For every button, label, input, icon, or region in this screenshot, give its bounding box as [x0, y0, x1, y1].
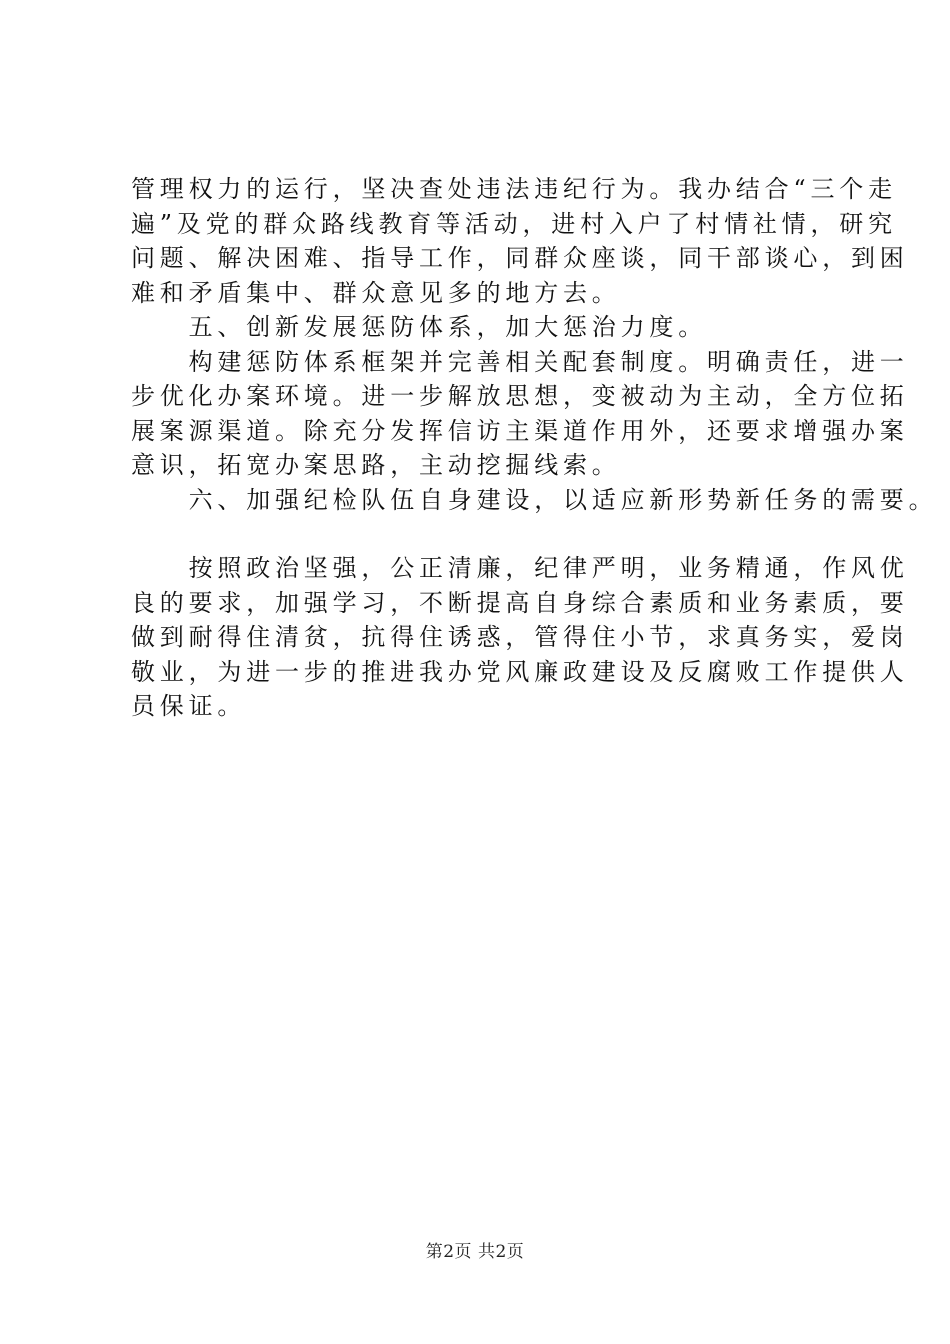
paragraph-supervision: [131, 172, 909, 310]
page-number-footer: 第2页 共2页: [425, 1242, 525, 1262]
text-line: 意识，拓宽办案思路，主动挖掘线索。: [131, 451, 621, 479]
paragraph-prevention-system: [131, 345, 909, 483]
heading-line: 五、创新发展惩防体系，加大惩治力度。: [131, 313, 707, 341]
text-line: 问题、解决困难、指导工作，同群众座谈，同干部谈心，到困: [131, 244, 909, 272]
section-heading-six: [131, 483, 938, 518]
text-line: 做到耐得住清贫，抗得住诱惑，管得住小节，求真务实，爱岗: [131, 623, 909, 651]
text-line: 展案源渠道。除充分发挥信访主渠道作用外，还要求增强办案: [131, 416, 909, 445]
text-line: 敬业，为进一步的推进我办党风廉政建设及反腐败工作提供人: [131, 657, 909, 686]
heading-line: 六、加强纪检队伍自身建设，以适应新形势新任务的需要。: [131, 485, 938, 514]
text-line: 遍”及党的群众路线教育等活动，进村入户了村情社情，研究: [131, 209, 897, 238]
section-heading-five: [131, 310, 851, 345]
document-body: [131, 172, 938, 724]
text-line: 按照政治坚强，公正清廉，纪律严明，业务精通，作风优: [131, 554, 909, 582]
text-line: 难和矛盾集中、群众意见多的地方去。: [131, 278, 621, 307]
text-line: 良的要求，加强学习，不断提高自身综合素质和业务素质，要: [131, 588, 909, 617]
text-line: 构建惩防体系框架并完善相关配套制度。明确责任，进一: [131, 347, 909, 376]
text-line: 管理权力的运行，坚决查处违法违纪行为。我办结合“三个走: [131, 175, 897, 203]
text-line: 员保证。: [131, 692, 247, 720]
paragraph-spacer: [131, 517, 851, 551]
paragraph-team-building: [131, 551, 909, 724]
text-line: 步优化办案环境。进一步解放思想，变被动为主动，全方位拓: [131, 382, 909, 410]
